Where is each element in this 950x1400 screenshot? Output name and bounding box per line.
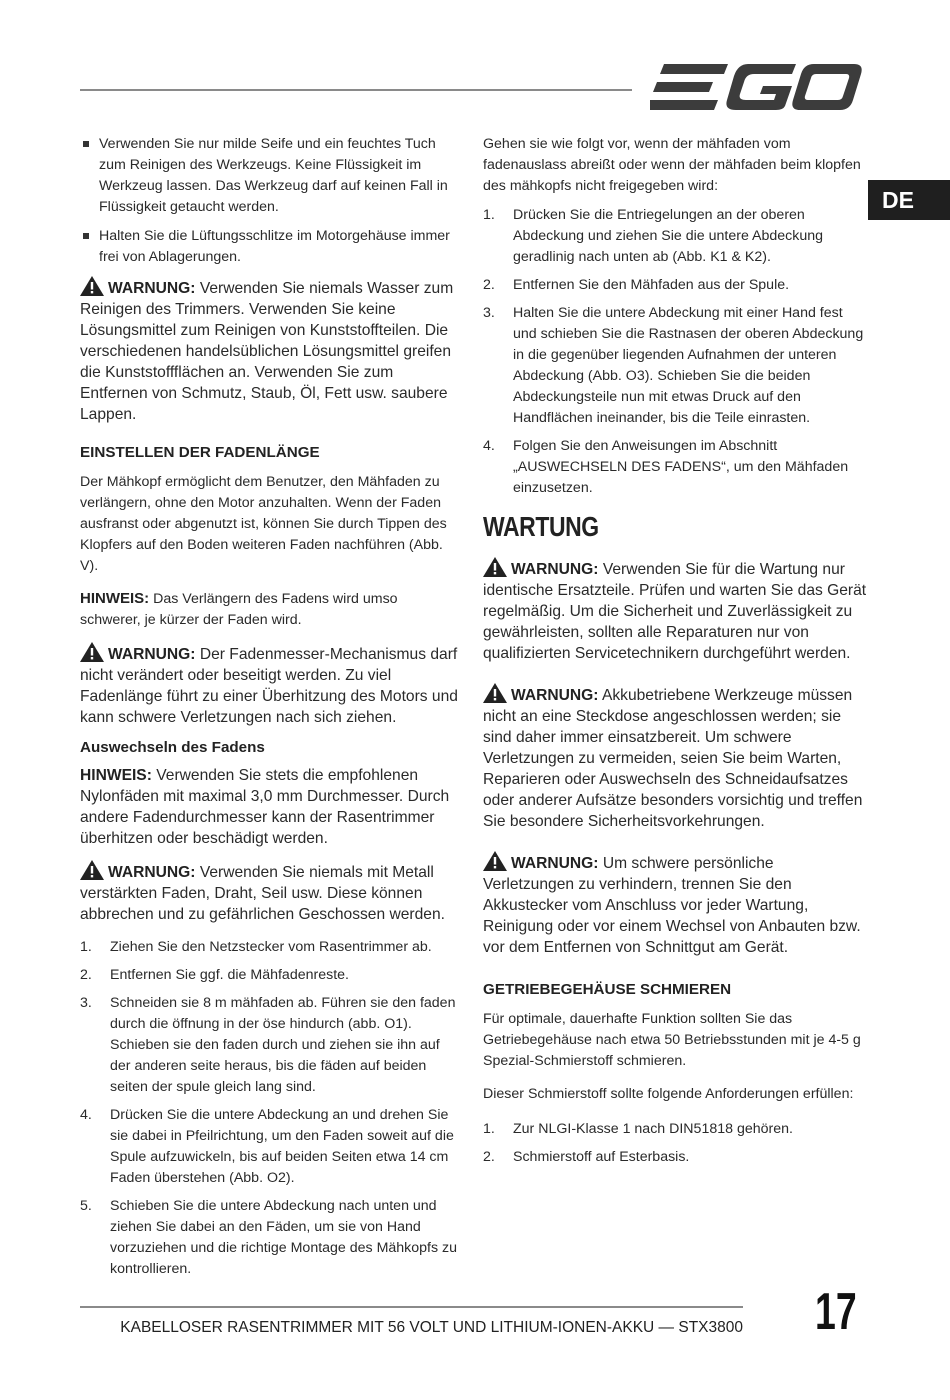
paragraph: Der Mähkopf ermöglicht dem Benutzer, den Mähfaden zu verlängern, ohne den Motor anzuhalten. Wenn der Faden ausfranst oder abgenutzt ist, können Sie durch Tippen des Klopfers auf den Boden weiteren Faden nachführen (Abb. V). [80,474,447,574]
left-column [80,134,460,1280]
warning-triangle-icon [80,276,104,296]
warning-block [80,642,460,728]
footer-title: KABELLOSER RASENTRIMMER MIT 56 VOLT UND LITHIUM-IONEN-AKKU — STX3800 [120,1319,743,1336]
header-rule [80,89,632,91]
bullet-square [83,233,89,239]
ego-logo [650,62,862,112]
page-number: 17 [815,1283,857,1341]
warning-text: Der Fadenmesser-Mechanismus darf nicht verändert oder beseitigt werden. Zu viel Fadenlänge führt zu einer Überhitzung des Motors und kann schwere Verletzungen nach sich ziehen. [80,646,458,726]
list-item [80,965,460,986]
warning-label: WARNUNG: [511,855,599,872]
section-title: GETRIEBEGEHÄUSE SCHMIEREN [483,981,732,998]
step-number: 2. [483,1149,495,1165]
step-number: 5. [80,1198,92,1214]
step-number: 3. [80,995,92,1011]
warning-triangle-icon [80,860,104,880]
list-item [483,1119,868,1140]
list-item [483,275,868,296]
note-block [80,588,460,631]
step-number: 2. [80,967,92,983]
step-text: Zur NLGI-Klasse 1 nach DIN51818 gehören. [513,1121,793,1137]
step-number: 4. [483,438,495,454]
paragraph: Für optimale, dauerhafte Funktion sollten Sie das Getriebegehäuse nach etwa 50 Betriebsstunden mit je 4-5 g Spezial-Schmierstoff schmieren. [483,1011,861,1069]
list-item [483,303,868,429]
warning-label: WARNUNG: [511,687,599,704]
warning-block [483,557,868,664]
step-text: Drücken Sie die Entriegelungen an der oberen Abdeckung und ziehen Sie die untere Abdeckung geradlinig nach unten ab (Abb. K1 & K2). [513,207,823,265]
warning-text: Verwenden Sie niemals Wasser zum Reinigen des Trimmers. Verwenden Sie keine Lösungsmittel zum Reinigen von Kunststoffteilen. Die verschiedenen handelsüblichen Lösungsmittel greifen die Kunststoffflächen an. Verwenden Sie zum Entfernen von Schmutz, Staub, Öl, Fett usw. saubere Lappen. [80,280,454,423]
list-item [80,226,460,268]
step-text: Folgen Sie den Anweisungen im Abschnitt „AUSWECHSELN DES FADENS“, um den Mähfaden einzusetzen. [513,438,849,496]
warning-block [80,860,460,925]
right-column [483,134,868,1168]
step-text: Entfernen Sie ggf. die Mähfadenreste. [110,967,349,983]
warning-text: Verwenden Sie für die Wartung nur identische Ersatzteile. Prüfen und warten Sie das Gerät regelmäßig. Um die Sicherheit und Zuverlässigkeit zu gewährleisten, sollten alle Reparaturen nur von qualifizierten Servicetechnikern durchgeführt werden. [483,561,867,662]
step-number: 1. [80,939,92,955]
warning-label: WARNUNG: [511,561,599,578]
subsection-title: Auswechseln des Fadens [80,739,265,756]
list-item [80,1105,460,1189]
warning-block [483,683,868,832]
bullet-text: Verwenden Sie nur milde Seife und ein feuchtes Tuch zum Reinigen des Werkzeugs. Keine Flüssigkeit im Werkzeug lassen. Das Werkzeug darf auf keinen Fall in Flüssigkeit getaucht werden. [99,136,448,215]
note-label: HINWEIS: [80,767,152,784]
step-text: Schieben Sie die untere Abdeckung nach unten und ziehen Sie dabei an den Fäden, um sie von Hand vorzuziehen und die richtige Montage des Mähkopfs zu kontrollieren. [110,1198,458,1277]
step-text: Drücken Sie die untere Abdeckung an und drehen Sie sie dabei in Pfeilrichtung, um den Faden soweit auf die Spule aufzuwickeln, bis auf beiden Seiten etwa 14 cm Faden überstehen (Abb. O2). [110,1107,454,1186]
step-text: Schmierstoff auf Esterbasis. [513,1149,690,1165]
note-label: HINWEIS: [80,590,150,607]
step-number: 1. [483,207,495,223]
paragraph: Gehen sie wie folgt vor, wenn der mähfaden vom fadenauslass abreißt oder wenn der mähfaden beim klopfen des mähkopfs nicht freigegeben wird: [483,136,861,194]
section-heading: WARTUNG [483,511,599,542]
warning-triangle-icon [483,851,507,871]
bullet-text: Halten Sie die Lüftungsschlitze im Motorgehäuse immer frei von Ablagerungen. [99,228,450,265]
warning-block [483,851,868,958]
step-number: 2. [483,277,495,293]
note-text: Verwenden Sie stets die empfohlenen Nylonfäden mit maximal 3,0 mm Durchmesser. Durch andere Fadendurchmesser kann der Rasentrimmer überhitzen oder beschädigt werden. [80,767,450,847]
warning-label: WARNUNG: [108,864,196,881]
warning-triangle-icon [483,557,507,577]
warning-triangle-icon [483,683,507,703]
list-item [483,205,868,268]
step-text: Schneiden sie 8 m mähfaden ab. Führen sie den faden durch die öffnung in der öse hindurch (abb. O1). Schieben sie den faden durch und ziehen sie ihn auf der anderen seite heraus, bis die fäden auf beiden seiten der spule gleich lang sind. [110,995,456,1095]
language-tab: DE [868,180,950,220]
paragraph: Dieser Schmierstoff sollte folgende Anforderungen erfüllen: [483,1086,854,1102]
footer-rule [80,1306,743,1308]
warning-text: Verwenden Sie niemals mit Metall verstärkten Faden, Draht, Seil usw. Diese können abbrechen und zu gefährlichen Geschossen werden. [80,864,445,923]
step-text: Ziehen Sie den Netzstecker vom Rasentrimmer ab. [110,939,432,955]
warning-text: Um schwere persönliche Verletzungen zu verhindern, trennen Sie den Akkustecker vom Anschluss vor jeder Wartung, Reinigung oder vor einem Wechsel von Anbauten bzw. vor dem Entfernen von Schnittgut am Gerät. [483,855,861,956]
section-title: EINSTELLEN DER FADENLÄNGE [80,444,320,461]
list-item [80,937,460,958]
warning-triangle-icon [80,642,104,662]
step-text: Halten Sie die untere Abdeckung mit einer Hand fest und schieben Sie die Rastnasen der oberen Abdeckung in die gegenüber liegenden Aufnahmen der unteren Abdeckung (Abb. O3). Schieben Sie die beiden Abdeckungsteile nun mit etwas Druck auf den Handflächen ineinander, bis die Teile einrasten. [513,305,864,426]
warning-block [80,276,460,425]
step-number: 4. [80,1107,92,1123]
list-item [80,1196,460,1280]
warning-label: WARNUNG: [108,280,196,297]
step-text: Entfernen Sie den Mähfaden aus der Spule. [513,277,790,293]
list-item [80,134,460,218]
list-item [483,1147,868,1168]
list-item [80,993,460,1098]
list-item [483,436,868,499]
note-block [80,765,460,849]
step-number: 3. [483,305,495,321]
warning-label: WARNUNG: [108,646,196,663]
note-text: Das Verlängern des Fadens wird umso schwerer, je kürzer der Faden wird. [80,591,398,628]
step-number: 1. [483,1121,495,1137]
bullet-square [83,141,89,147]
warning-text: Akkubetriebene Werkzeuge müssen nicht an eine Steckdose angeschlossen werden; sie sind daher immer einsatzbereit. Um schwere Verletzungen zu vermeiden, seien Sie beim Warten, Reparieren oder Auswechseln des Schneidaufsatzes oder anderer Aufsätze besonders vorsichtig und treffen Sie besondere Sicherheitsvorkehrungen. [483,687,863,830]
